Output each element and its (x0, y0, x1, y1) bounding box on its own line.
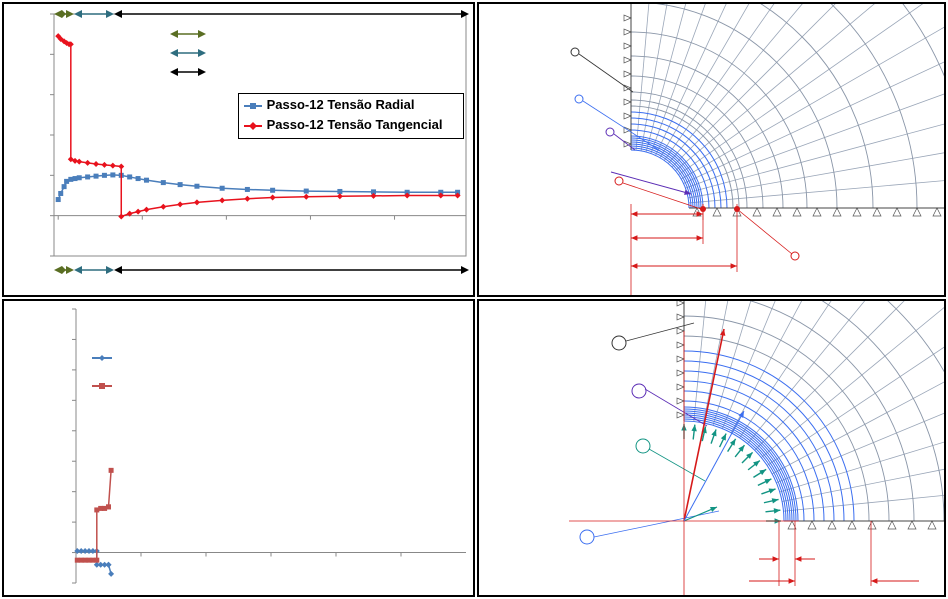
range-arrow-sal-bottom-head-right (461, 266, 469, 274)
dim-arrow-head (773, 556, 779, 561)
data-point (77, 175, 82, 180)
data-point (177, 201, 183, 207)
support-symbol-left (677, 398, 684, 404)
support-symbol-left (677, 370, 684, 376)
data-point (337, 189, 342, 194)
data-point (127, 174, 132, 179)
mesh-ray (784, 433, 946, 511)
support-symbol-bottom (793, 208, 801, 216)
mesh-diagram-iv (479, 301, 946, 597)
legend-item-tangencial (243, 117, 442, 133)
dim-arrow-left-head (631, 263, 637, 268)
range-legend-arrow-head-left (170, 49, 178, 57)
mesh-ray (687, 4, 946, 193)
data-point (118, 163, 124, 169)
range-dot-bottom (58, 266, 66, 274)
range-arrow-sal-top-head-right (461, 10, 469, 18)
dim-arrow-left-head (631, 211, 637, 216)
support-symbol-left (624, 99, 631, 105)
mesh-ray (747, 301, 946, 444)
legend-marker-tangencial (243, 119, 263, 133)
support-symbol-bottom (808, 521, 816, 529)
support-symbol-bottom (828, 521, 836, 529)
data-point (220, 186, 225, 191)
data-point (303, 194, 309, 200)
range-arrow-cim-bottom-head-left (74, 266, 82, 274)
data-point (62, 184, 67, 189)
support-symbol-left (624, 57, 631, 63)
series-line-1 (77, 470, 111, 560)
range-arrow-cim-top-head-left (74, 10, 82, 18)
dim-arrow-head (789, 578, 795, 583)
data-point (110, 172, 115, 177)
data-point (56, 197, 61, 202)
support-symbol-bottom (853, 208, 861, 216)
data-point (143, 207, 149, 213)
dim-arrow-head (795, 556, 801, 561)
support-symbol-left (677, 328, 684, 334)
range-legend-arrow-head-right (198, 68, 206, 76)
data-point (93, 161, 99, 167)
support-symbol-bottom (753, 208, 761, 216)
data-point (337, 193, 343, 199)
data-point (102, 173, 107, 178)
support-symbol-bottom (868, 521, 876, 529)
callout-circle (575, 95, 583, 103)
data-point (194, 184, 199, 189)
data-point (135, 209, 141, 215)
range-legend-arrow-head-left (170, 30, 178, 38)
support-symbol-bottom (848, 521, 856, 529)
data-point (106, 562, 112, 568)
support-symbol-bottom (913, 208, 921, 216)
range-legend-arrow-head-left (170, 68, 178, 76)
legend-label-tangencial: Passo-12 Tensão Tangencial (266, 117, 443, 132)
data-point (106, 504, 111, 509)
support-symbol-bottom (713, 208, 721, 216)
data-point (161, 180, 166, 185)
data-point (94, 558, 99, 563)
support-symbol-bottom (933, 208, 941, 216)
data-point (144, 178, 149, 183)
panel-iii-displacement-chart (2, 299, 475, 597)
support-symbol-bottom (873, 208, 881, 216)
callout-line (649, 449, 705, 481)
legend-item-radial (243, 97, 415, 113)
range-arrow-cim-top-head-right (106, 10, 114, 18)
panel-i-stress-chart (2, 2, 475, 297)
support-symbol-left (677, 384, 684, 390)
callout-circle (612, 336, 626, 350)
mesh-ray (722, 301, 946, 429)
support-symbol-bottom (893, 208, 901, 216)
support-symbol-bottom (908, 521, 916, 529)
mesh-ray (664, 4, 946, 160)
support-symbol-left (624, 29, 631, 35)
callout-line (737, 209, 792, 254)
mesh-ray (704, 301, 860, 423)
mesh-ray (668, 4, 946, 164)
range-arrow-cim-bottom-head-right (106, 266, 114, 274)
support-symbol-left (677, 314, 684, 320)
support-symbol-left (677, 412, 684, 418)
support-symbol-left (677, 342, 684, 348)
data-point (101, 162, 107, 168)
data-point (85, 174, 90, 179)
mesh-diagram-ii (479, 4, 946, 297)
legend-label-radial: Passo-12 Tensão Radial (266, 97, 415, 112)
range-arrow-rev-bottom-head-right (66, 266, 74, 274)
range-arrow-rev-top-head-right (66, 10, 74, 18)
support-symbol-left (677, 356, 684, 362)
mesh-ray (651, 4, 939, 153)
support-symbol-bottom (833, 208, 841, 216)
data-point (245, 187, 250, 192)
data-point (110, 163, 116, 169)
data-point (178, 182, 183, 187)
data-point (304, 189, 309, 194)
dim-arrow-right-head (697, 235, 703, 240)
support-symbol-left (624, 113, 631, 119)
mesh-ray (688, 52, 946, 198)
support-symbol-bottom (813, 208, 821, 216)
callout-circle (615, 177, 623, 185)
mesh-ray (684, 4, 946, 183)
callout-circle (636, 439, 650, 453)
mesh-ray (656, 4, 946, 155)
data-point (219, 197, 225, 203)
mesh-ray (755, 301, 946, 450)
callout-line (594, 511, 719, 537)
mesh-ray (679, 4, 946, 175)
callout-line (579, 54, 633, 92)
mesh-ray (672, 4, 946, 167)
dim-arrow-right-head (731, 263, 737, 268)
callout-circle (580, 530, 594, 544)
range-legend-arrow-head-right (198, 49, 206, 57)
mesh-ray (641, 4, 787, 151)
data-point (194, 199, 200, 205)
pressure-arrow-head (711, 429, 716, 436)
data-point (136, 176, 141, 181)
mesh-ray (675, 4, 946, 171)
support-symbol-bottom (773, 208, 781, 216)
callout-circle (606, 128, 614, 136)
mesh-ray (681, 4, 946, 179)
pressure-arrow-head (769, 489, 776, 494)
mesh-ray (776, 301, 946, 483)
legend-marker-rev (99, 355, 105, 361)
legend-marker-sal (99, 383, 105, 389)
data-point (270, 195, 276, 201)
mesh-ray (780, 301, 946, 492)
data-point (58, 191, 63, 196)
legend-marker-radial (243, 99, 263, 113)
data-point (108, 571, 114, 577)
cement-thickness-arrow-line (684, 411, 744, 521)
mesh-ray (740, 301, 946, 438)
stress-legend (238, 93, 464, 139)
dim-arrow-left-head (631, 235, 637, 240)
stress-chart-svg (4, 4, 475, 297)
data-point (244, 196, 250, 202)
range-dot-top (58, 10, 66, 18)
support-symbol-bottom (928, 521, 936, 529)
support-symbol-left (677, 301, 684, 306)
range-arrow-sal-top-head-left (114, 10, 122, 18)
data-point (76, 159, 82, 165)
callout-circle (571, 48, 579, 56)
panel-ii-mesh-nodes (477, 2, 946, 297)
data-point (109, 468, 114, 473)
support-symbol-left (624, 43, 631, 49)
displacement-chart-svg (4, 301, 475, 597)
panel-iv-mesh-geometry (477, 299, 946, 597)
support-symbol-left (624, 15, 631, 21)
range-arrow-sal-bottom-head-left (114, 266, 122, 274)
data-point (85, 160, 91, 166)
support-symbol-left (624, 71, 631, 77)
callout-circle (791, 252, 799, 260)
data-point (94, 174, 99, 179)
support-symbol-bottom (888, 521, 896, 529)
callout-circle (632, 384, 646, 398)
data-point (118, 213, 124, 219)
data-point (270, 188, 275, 193)
dim-arrow-head (871, 578, 877, 583)
data-point (160, 204, 166, 210)
range-legend-arrow-head-right (198, 30, 206, 38)
mesh-ray (767, 301, 946, 465)
